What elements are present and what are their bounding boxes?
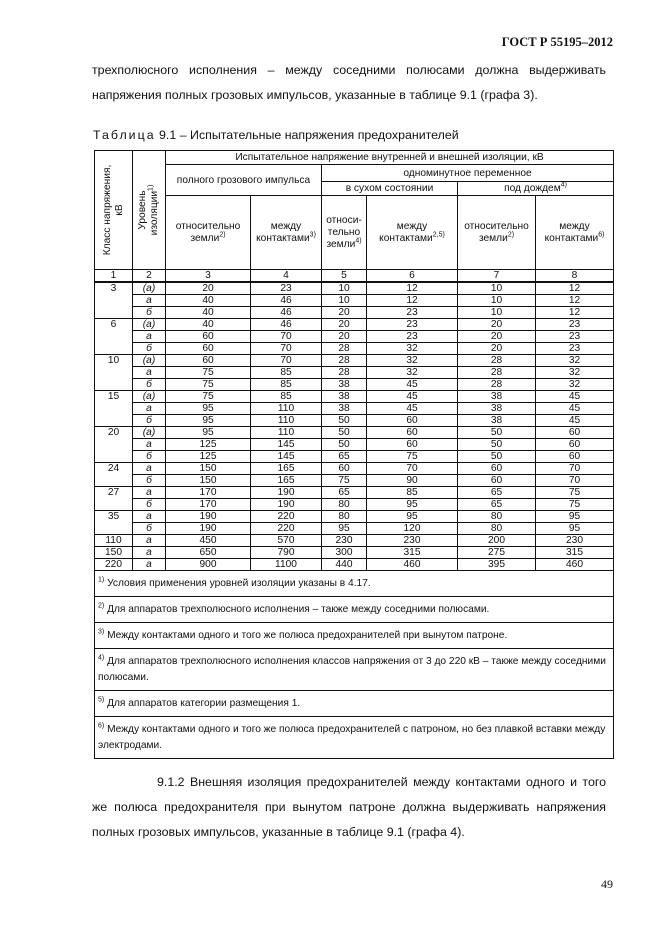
value-cell: 60 [166,355,251,367]
insulation-level-cell: б [133,451,166,463]
footnote-mark: 6) [98,722,105,730]
footnote-row [95,597,614,623]
value-cell: 70 [536,475,614,487]
value-cell: 10 [458,282,536,295]
table-row [95,427,614,439]
col-header-level-label: Уровень изоляции [137,190,160,236]
table-row [95,343,614,355]
value-cell: 45 [367,379,458,391]
voltage-class-cell: 20 [95,427,133,463]
value-cell: 70 [251,331,322,343]
col-subheader-label: относительно земли [175,220,241,244]
value-cell: 150 [166,475,251,487]
footnote [95,597,614,623]
value-cell: 315 [536,547,614,559]
value-cell: 220 [251,511,322,523]
table-row [95,463,614,475]
table-row [95,451,614,463]
value-cell: 10 [322,295,367,307]
table-row [95,439,614,451]
footnote-text: Для аппаратов трехполюсного исполнения классов напряжения от 3 до 220 кВ – также между соседними полюсами. [98,656,606,683]
value-cell: 230 [536,535,614,547]
value-cell: 200 [458,535,536,547]
value-cell: 28 [322,343,367,355]
col-subheader-footnote-mark: 3) [309,231,316,239]
value-cell: 110 [251,415,322,427]
value-cell: 95 [536,523,614,535]
value-cell: 38 [458,391,536,403]
value-cell: 65 [322,451,367,463]
voltage-class-cell: 220 [95,559,133,571]
voltage-class-cell: 24 [95,463,133,487]
voltage-class-cell: 10 [95,355,133,391]
footnote-mark: 4) [98,654,105,662]
table-row [95,487,614,499]
value-cell: 20 [458,343,536,355]
insulation-level-cell: а [133,295,166,307]
value-cell: 275 [458,547,536,559]
value-cell: 46 [251,295,322,307]
voltage-class-cell: 6 [95,319,133,355]
value-cell: 95 [166,427,251,439]
value-cell: 32 [536,367,614,379]
value-cell: 10 [322,282,367,295]
value-cell: 230 [367,535,458,547]
page-number: 49 [601,877,613,891]
insulation-level-cell: б [133,307,166,319]
table-row [95,379,614,391]
value-cell: 75 [367,451,458,463]
value-cell: 300 [322,547,367,559]
value-cell: 40 [166,307,251,319]
col-subheader-footnote-mark: 4) [355,237,362,245]
value-cell: 38 [322,403,367,415]
insulation-level-cell: а [133,511,166,523]
value-cell: 190 [251,499,322,511]
col-header-level [133,151,166,270]
value-cell: 28 [458,355,536,367]
footnote-mark: 5) [98,696,105,704]
col-header-main: Испытательное напряжение внутренней и внешней изоляции, кВ [166,151,614,165]
value-cell: 60 [367,427,458,439]
value-cell: 440 [322,559,367,571]
insulation-level-cell: (а) [133,319,166,331]
value-cell: 38 [458,403,536,415]
col-subheader [322,196,367,270]
value-cell: 450 [166,535,251,547]
value-cell: 190 [166,523,251,535]
footnote [95,691,614,717]
insulation-level-cell: б [133,475,166,487]
value-cell: 95 [367,511,458,523]
value-cell: 315 [367,547,458,559]
value-cell: 125 [166,451,251,463]
table-row [95,523,614,535]
value-cell: 60 [166,331,251,343]
col-header-oneminute: одноминутное переменное [322,165,614,182]
value-cell: 145 [251,439,322,451]
value-cell: 50 [458,427,536,439]
value-cell: 38 [458,415,536,427]
value-cell: 1100 [251,559,322,571]
footnote [95,623,614,649]
col-subheader-label: относи-тельно земли [326,214,362,250]
value-cell: 40 [166,295,251,307]
value-cell: 395 [458,559,536,571]
footnote-text: Условия применения уровней изоляции указаны в 4.17. [104,578,371,589]
col-header-rain-label: под дождем [504,183,561,194]
table-caption [93,128,459,142]
value-cell: 23 [367,307,458,319]
col-header-full-impulse: полного грозового импульса [166,165,322,196]
value-cell: 70 [536,463,614,475]
value-cell: 60 [536,439,614,451]
value-cell: 20 [322,307,367,319]
value-cell: 460 [536,559,614,571]
value-cell: 85 [251,391,322,403]
table-row [95,547,614,559]
value-cell: 460 [367,559,458,571]
voltage-class-cell: 110 [95,535,133,547]
value-cell: 12 [367,295,458,307]
value-cell: 12 [536,295,614,307]
value-cell: 80 [322,511,367,523]
table-row [95,319,614,331]
footnote-row [95,571,614,597]
value-cell: 23 [367,331,458,343]
col-header-level-wrap [137,175,161,245]
value-cell: 12 [536,307,614,319]
value-cell: 60 [367,439,458,451]
value-cell: 32 [367,367,458,379]
table-row [95,559,614,571]
value-cell: 220 [251,523,322,535]
voltage-class-cell: 27 [95,487,133,511]
insulation-level-cell: а [133,547,166,559]
table-row [95,535,614,547]
col-subheader-footnote-mark: 2) [219,231,226,239]
value-cell: 28 [458,379,536,391]
table-row [95,307,614,319]
value-cell: 60 [536,451,614,463]
col-subheader [458,196,536,270]
col-subheader [536,196,614,270]
col-header-dry: в сухом состоянии [322,182,458,196]
footnote-text: Между контактами одного и того же полюса предохранителей при вынутом патроне. [104,630,508,641]
value-cell: 60 [367,415,458,427]
insulation-level-cell: (а) [133,355,166,367]
value-cell: 32 [367,343,458,355]
value-cell: 95 [536,511,614,523]
value-cell: 80 [458,523,536,535]
value-cell: 32 [536,355,614,367]
value-cell: 23 [367,319,458,331]
value-cell: 900 [166,559,251,571]
footnote-mark: 3) [98,628,105,636]
value-cell: 70 [251,343,322,355]
voltage-class-cell: 15 [95,391,133,427]
column-number: 7 [458,270,536,283]
value-cell: 60 [458,475,536,487]
column-number: 1 [95,270,133,283]
value-cell: 28 [322,367,367,379]
col-subheader-footnote-mark: 6) [598,231,605,239]
value-cell: 170 [166,499,251,511]
value-cell: 125 [166,439,251,451]
value-cell: 70 [367,463,458,475]
value-cell: 10 [458,307,536,319]
value-cell: 75 [166,391,251,403]
footnote [95,649,614,691]
voltage-class-cell: 150 [95,547,133,559]
insulation-level-cell: б [133,379,166,391]
insulation-level-cell: а [133,439,166,451]
value-cell: 20 [322,331,367,343]
value-cell: 10 [458,295,536,307]
value-cell: 20 [322,319,367,331]
intro-paragraph: трехполюсного исполнения – между соседними полюсами должна выдерживать напряжения полных грозовых импульсов, указанные в таблице 9.1 (графа 3). [92,63,606,102]
value-cell: 650 [166,547,251,559]
footnote-text: Для аппаратов категории размещения 1. [104,698,301,709]
value-cell: 90 [367,475,458,487]
value-cell: 190 [251,487,322,499]
value-cell: 45 [536,415,614,427]
value-cell: 230 [322,535,367,547]
insulation-level-cell: а [133,463,166,475]
value-cell: 80 [458,511,536,523]
column-number: 5 [322,270,367,283]
insulation-level-cell: а [133,403,166,415]
value-cell: 20 [458,331,536,343]
table-row [95,415,614,427]
value-cell: 23 [536,331,614,343]
value-cell: 150 [166,463,251,475]
insulation-level-cell: а [133,331,166,343]
value-cell: 28 [458,367,536,379]
value-cell: 145 [251,451,322,463]
insulation-level-cell: а [133,535,166,547]
value-cell: 50 [458,451,536,463]
table-row [95,499,614,511]
voltage-class-cell: 35 [95,511,133,535]
insulation-level-cell: (а) [133,427,166,439]
col-subheader [367,196,458,270]
value-cell: 190 [166,511,251,523]
value-cell: 23 [536,343,614,355]
table-row [95,295,614,307]
col-subheader [251,196,322,270]
col-header-rain-sup: 4) [560,181,567,189]
footnote-row [95,691,614,717]
insulation-level-cell: б [133,499,166,511]
value-cell: 165 [251,463,322,475]
value-cell: 70 [251,355,322,367]
value-cell: 110 [251,427,322,439]
value-cell: 23 [251,282,322,295]
col-header-class-label: Класс напряжения, кВ [101,164,125,256]
value-cell: 80 [322,499,367,511]
value-cell: 45 [536,391,614,403]
insulation-level-cell: (а) [133,282,166,295]
column-number: 3 [166,270,251,283]
value-cell: 75 [166,367,251,379]
insulation-level-cell: а [133,559,166,571]
value-cell: 110 [251,403,322,415]
value-cell: 23 [536,319,614,331]
insulation-level-cell: а [133,487,166,499]
value-cell: 75 [322,475,367,487]
footnote [95,571,614,597]
footnote-text: Для аппаратов трехполюсного исполнения – также между соседними полюсами. [104,604,490,615]
value-cell: 165 [251,475,322,487]
value-cell: 95 [367,499,458,511]
value-cell: 32 [367,355,458,367]
value-cell: 38 [322,391,367,403]
value-cell: 50 [322,439,367,451]
table-row [95,355,614,367]
value-cell: 32 [536,379,614,391]
insulation-level-cell: а [133,367,166,379]
table-row [95,391,614,403]
test-voltages-table [94,150,614,759]
value-cell: 65 [458,487,536,499]
insulation-level-cell: б [133,343,166,355]
col-subheader-label: между контактами [544,220,599,244]
value-cell: 60 [322,463,367,475]
col-header-level-sup: 1) [147,184,155,191]
value-cell: 65 [458,499,536,511]
table-row [95,403,614,415]
col-header-rain [458,182,614,196]
insulation-level-cell: б [133,415,166,427]
table-row [95,511,614,523]
footnote-row [95,623,614,649]
value-cell: 95 [166,415,251,427]
value-cell: 12 [536,282,614,295]
value-cell: 75 [536,499,614,511]
value-cell: 790 [251,547,322,559]
value-cell: 95 [322,523,367,535]
value-cell: 85 [251,379,322,391]
value-cell: 40 [166,319,251,331]
value-cell: 46 [251,319,322,331]
footnote-text: Между контактами одного и того же полюса предохранителей с патроном, но без плавкой вставки между электродами. [98,724,606,751]
value-cell: 75 [166,379,251,391]
value-cell: 20 [166,282,251,295]
document-header: ГОСТ Р 55195–2012 [501,35,613,49]
table-row [95,331,614,343]
column-number: 6 [367,270,458,283]
value-cell: 65 [322,487,367,499]
value-cell: 45 [367,391,458,403]
footnote [95,717,614,759]
value-cell: 46 [251,307,322,319]
value-cell: 75 [536,487,614,499]
col-header-class [95,151,133,270]
value-cell: 120 [367,523,458,535]
value-cell: 50 [458,439,536,451]
value-cell: 50 [322,415,367,427]
caption-text: 9.1 – Испытательные напряжения предохранителей [155,128,459,142]
footnote-row [95,649,614,691]
caption-prefix: Таблица [93,128,156,142]
column-number: 2 [133,270,166,283]
value-cell: 60 [166,343,251,355]
value-cell: 60 [536,427,614,439]
value-cell: 12 [367,282,458,295]
value-cell: 170 [166,487,251,499]
value-cell: 28 [322,355,367,367]
voltage-class-cell: 3 [95,282,133,319]
col-subheader-footnote-mark: 2,5) [432,231,445,239]
footnote-mark: 2) [98,602,105,610]
col-subheader-label: относительно земли [464,220,529,244]
value-cell: 85 [367,487,458,499]
column-number: 4 [251,270,322,283]
col-subheader [166,196,251,270]
col-subheader-footnote-mark: 2) [507,231,515,239]
value-cell: 60 [458,463,536,475]
insulation-level-cell: (а) [133,391,166,403]
footnote-mark: 1) [98,576,105,584]
table-row [95,475,614,487]
col-subheader-label: между контактами [256,220,310,244]
value-cell: 45 [536,403,614,415]
value-cell: 95 [166,403,251,415]
table-row [95,282,614,295]
value-cell: 85 [251,367,322,379]
value-cell: 50 [322,427,367,439]
table-row [95,367,614,379]
value-cell: 20 [458,319,536,331]
insulation-level-cell: б [133,523,166,535]
footnote-row [95,717,614,759]
value-cell: 570 [251,535,322,547]
column-number: 8 [536,270,614,283]
section-9-1-2-paragraph: 9.1.2 Внешняя изоляция предохранителей между контактами одного и того же полюса предохранителя при вынутом патроне должна выдерживать напряжения полных грозовых импульсов, указанные в таблице 9.1 (графа 4). [92,775,606,839]
col-subheader-label: между контактами [379,220,433,244]
value-cell: 38 [322,379,367,391]
value-cell: 45 [367,403,458,415]
